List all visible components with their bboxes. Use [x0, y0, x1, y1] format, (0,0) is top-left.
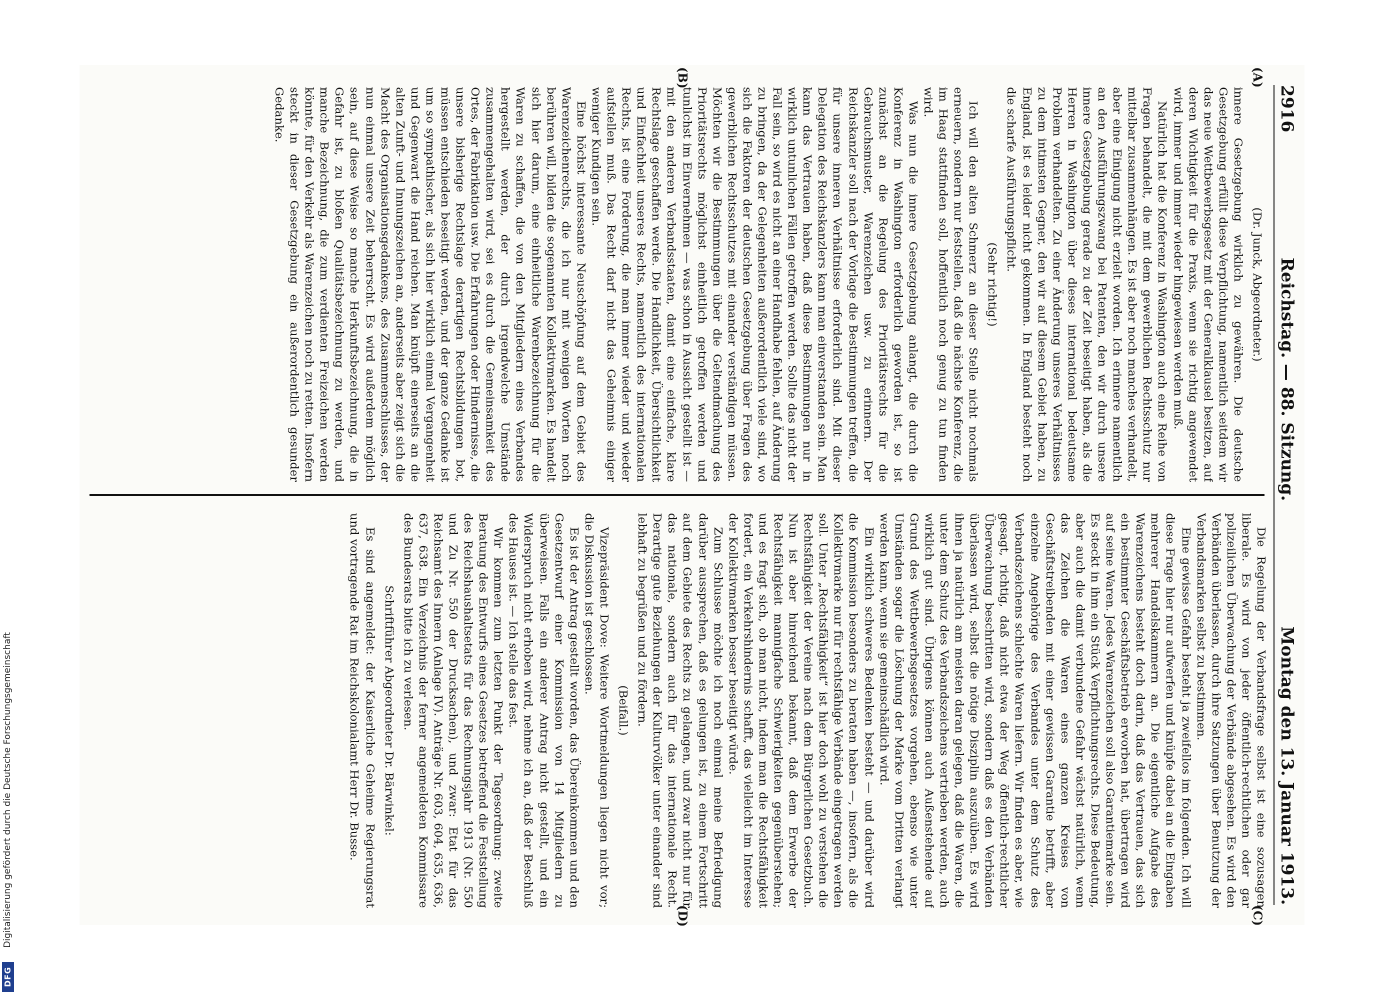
paragraph: Eine höchst interessante Neuschöpfung auf dem Gebiet des Warenzeichenrechts, die ich nur mit wenigen Worten noch berühren will, bilden die sogenannten Kollektivmarken. Es handelt sich hier darum, eine einheitliche Warenbezeichnung für die Waren zu schaffen, die von den Mitgliedern eines Verbandes hergestellt werden, der durch irgendwelche Umstände zusammengehalten wird, sei es durch die Gemeinsamkeit des Ortes, der Fabrikation usw. Die Erfahrungen oder Hindernisse, die unsere bisherige Rechtslage derartigen Rechtsbildungen bot, müssen entschieden beseitigt werden, und der ganze Gedanke ist um so sympathischer, als sich hier wirklich einmal Vergangenheit und Gegenwart die Hand reichen. Man knüpft einerseits an die alten Zunft- und Innungszeichen an, anderseits aber zeigt sich die Macht des Organisationsgedankens, des Zusammenschlusses, der nun einmal unsere Zeit beherrscht. Es wird außerdem möglich sein, auf diese Weise so manche Herkunftsbezeichnung, die in Gefahr ist, zu bloßen Qualitätsbezeichnung zu werden, und manche Bezeichnung, die zum verdienten Freizeichen werden könnte, für den Verkehr als Warenzeichen noch zu retten. Insofern steckt in dieser Gesetzgebung ein außerordentlich gesunder Gedanke.: [272, 87, 589, 482]
dfg-logo: DFG: [2, 962, 14, 992]
session-title: Reichstag. — 88. Sitzung.: [1276, 257, 1297, 502]
paragraph: Wir kommen zum letzten Punkt der Tagesordnung: zweite Beratung des Entwurfs eines Gesetzes betreffend die Feststellung des Reichshaushaltsetats für das Rechnungsjahr 1913 (Nr. 550 und Zu Nr. 550 der Drucksachen), und zwar: Etat für das Reichsamt des Innern (Anlage IV). Anträge Nr. 603, 604, 635, 636, 637, 638. Ein Verzeichnis der ferner angemeldeten Kommissare des Bundesrats bitte ich zu verlesen.: [401, 513, 506, 908]
margin-marker-d: (D): [675, 905, 690, 927]
paragraph: Es sind angemeldet: der Kaiserliche Geheime Regierungsrat und vortragende Rat im Reichskolonialamt Herr Dr. Busse.: [347, 513, 378, 908]
page-number: 2916: [1276, 85, 1297, 133]
page-wrapper: [80, 65, 1305, 925]
right-column: [89, 513, 1269, 908]
paragraph: Es ist der Antrag gestellt worden, das Übereinkommen und den Gesetzentwurf einer Kommission von 14 Mitgliedern zu überweisen. Falls ein anderer Antrag nicht gestellt, und ein Widerspruch nicht erhoben wird, nehme ich an, daß der Beschluß des Hauses ist. — Ich stelle das fest.: [506, 513, 582, 908]
applause-note: (Beifall.): [616, 685, 631, 736]
applause-note: (Sehr richtig!): [985, 242, 1000, 327]
speaker-line: Schriftführer Abgeordneter Dr. Bärwinkel:: [382, 585, 397, 836]
scanned-page: [80, 65, 1305, 925]
column-divider: [90, 494, 1265, 496]
paragraph: Ich will den alten Schmerz an dieser Stelle nicht nochmals erneuern, sondern nur feststellen, daß die nächste Konferenz, die im Haag stattfinden soll, hoffentlich noch genug zu tun finden wird.: [921, 87, 981, 482]
left-column: [89, 87, 1269, 482]
margin-marker-b: (B): [675, 67, 690, 89]
paragraph: Was nun die innere Gesetzgebung anlangt, die durch die Konferenz in Washington erforderlich geworden ist, so ist zunächst an die Regelung des Prioritätsrechts für die Gebrauchsmuster, Warenzeichen usw. zu erinnern. Der Reichskanzler soll nach der Vorlage die Bestimmungen treffen, die für unsere inneren Verhältnisse erforderlich sind. Mit dieser Delegation des Reichskanzlers kann man einverstanden sein. Man kann das Vertrauen haben, daß diese Bestimmungen nur in wirklich untunlichen Fällen getroffen werden. Sollte das nicht der Fall sein, so wird es nicht an einer Handhabe fehlen, auf Änderung zu bringen, da der Gelegenheiten außerordentlich viele sind, wo sich die Faktoren der deutschen Gesetzgebung über Fragen des gewerblichen Rechtsschutzes mit einander verständigen müssen. Möchten wir die Bestimmungen über die Geltendmachung des Prioritätsrechts möglichst einheitlich getroffen werden und tunlichst im Einvernehmen — was schon in Aussicht gestellt ist — mit den anderen Verbandsstaaten, damit eine einfache, klare Rechtslage geschaffen werde. Die Handlichkeit, Übersichtlichkeit und Einfachheit unseres Rechts, namentlich des internationalen Rechts, ist eine Forderung, die man immer wieder und wieder aufstellen muß. Das Recht darf nicht das Geheimnis einiger weniger Kundigen sein.: [589, 87, 921, 482]
session-date: Montag den 13. Januar 1913.: [1276, 626, 1297, 905]
credit-strip: [0, 0, 16, 1000]
paragraph: Ein wirklich schweres Bedenken besteht — und darüber wird die Kommission besonders zu beraten haben —, insofern, als die Kollektivmarke nur für rechtsfähige Verbände eingetragen werden soll. Unter „Rechtsfähigkeit“ ist hier doch wohl zu verstehen die Rechtsfähigkeit der Vereine nach dem Bürgerlichen Gesetzbuch. Nun ist aber hinreichend bekannt, daß dem Erwerbe der Rechtsfähigkeit mannigfache Schwierigkeiten gegenüberstehen; und es fragt sich, ob man nicht, indem man die Rechtsfähigkeit fordert, ein Verkehrshindernis schafft, das vielleicht im Interesse der Kollektivmarken besser beseitigt würde.: [726, 513, 877, 908]
paragraph: Natürlich hat die Konferenz in Washington auch eine Reihe von Fragen behandelt, die mit dem gewerblichen Rechtsschutz nur mittelbar zusammenhängen. Es ist aber noch manches verhandelt, aber eine Einigung nicht erzielt worden. Ich erinnere namentlich an den Ausführungszwang bei Patenten, den wir durch unsere innere Gesetzgebung gerade zu der Zeit beseitigt haben, als die Herren in Washington über dieses international bedeutsame Problem verhandelten. Zu einer Änderung unseres Verhältnisses zu dem intimsten Gegner, den wir auf diesem Gebiet haben, zu England, ist es leider nicht gekommen. In England besteht noch die scharfe Ausführungspflicht.: [1005, 87, 1170, 482]
paragraph: Die Regelung der Verbandsfrage selbst ist eine sozusagen liberale. Es wird von jeder öffentlich-rechtlichen oder gar polizeilichen Überwachung der Verbände abgesehen. Es wird den Verbänden überlassen, durch ihre Satzungen über Benutzung der Verbandsmarken selbst zu bestimmen.: [1194, 513, 1269, 908]
margin-marker-c: (C): [1250, 905, 1265, 926]
page-header: [1274, 85, 1299, 905]
paragraph: Eine gewisse Gefahr besteht ja zweifellos im folgenden. Ich will diese Frage hier nur aufwerfen und knüpfe dabei an die Eingaben mehrerer Handelskammern an. Die eigentliche Aufgabe des Warenzeichens besteht doch darin, daß das Vertrauen, das sich ein bestimmter Geschäftsbetrieb erworben hat, übertragen wird auf seine Waren. Jedes Warenzeichen soll also Garantiemarke sein. Es steckt in ihm ein Stück Verpflichtungsrechts. Diese Bedeutung, aber auch die damit verbundene Gefahr wächst natürlich, wenn das Zeichen die Waren eines ganzen Kreises von Geschäftstreibenden mit einer gewissen Garantie betrifft, aber einzelne Angehörige des Verbandes unter dem Schutz des Verbandszeichens schlechte Waren liefern. Wir finden es aber, wie gesagt, richtig, daß nicht etwa der Weg öffentlich-rechtlicher Überwachung beschritten wird, sondern daß es den Verbänden überlassen wird, selbst die nötige Disziplin auszuüben. Es wird ihnen ja natürlich am meisten daran gelegen, daß die Waren, die unter dem Schutz des Verbandszeichens vertrieben werden, auch wirklich gut sind. Übrigens können auch Außenstehende auf Grund des Wettbewerbsgesetzes vorgehen, ebenso wie unter Umständen sogar die Löschung der Marke vom Dritten verlangt werden kann, wenn sie gemeinschädlich wird.: [877, 513, 1194, 908]
paragraph: innere Gesetzgebung wirklich zu gewähren. Die deutsche Gesetzgebung erfüllt diese Verpflichtung, namentlich seitdem wir das neue Wettbewerbsgesetz mit der Generalklausel besitzen, auf deren Wichtigkeit für die Praxis, wenn sie richtig angewendet wird, immer und immer wieder hingewiesen werden muß.: [1171, 87, 1246, 482]
speaker-line: (Dr. Junck, Abgeordneter.): [1250, 207, 1265, 362]
paragraph: Zum Schlusse möchte ich noch einmal meine Befriedigung darüber aussprechen, daß es gelungen ist, zu einem Fortschritt auf dem Gebiete des Rechts zu gelangen, und zwar nicht nur für das nationale, sondern auch für das internationale Recht. Derartige gute Beziehungen der Kulturvölker unter einander sind lebhaft zu begrüßen und zu fördern.: [635, 513, 726, 908]
margin-marker-a: (A): [1250, 67, 1265, 88]
credit-text: Digitalisierung gefördert durch die Deutsche Forschungsgemeinschaft: [3, 632, 13, 948]
paragraph: Vizepräsident Dove: Weitere Wortmeldungen liegen nicht vor; die Diskussion ist geschlossen.: [582, 513, 612, 908]
